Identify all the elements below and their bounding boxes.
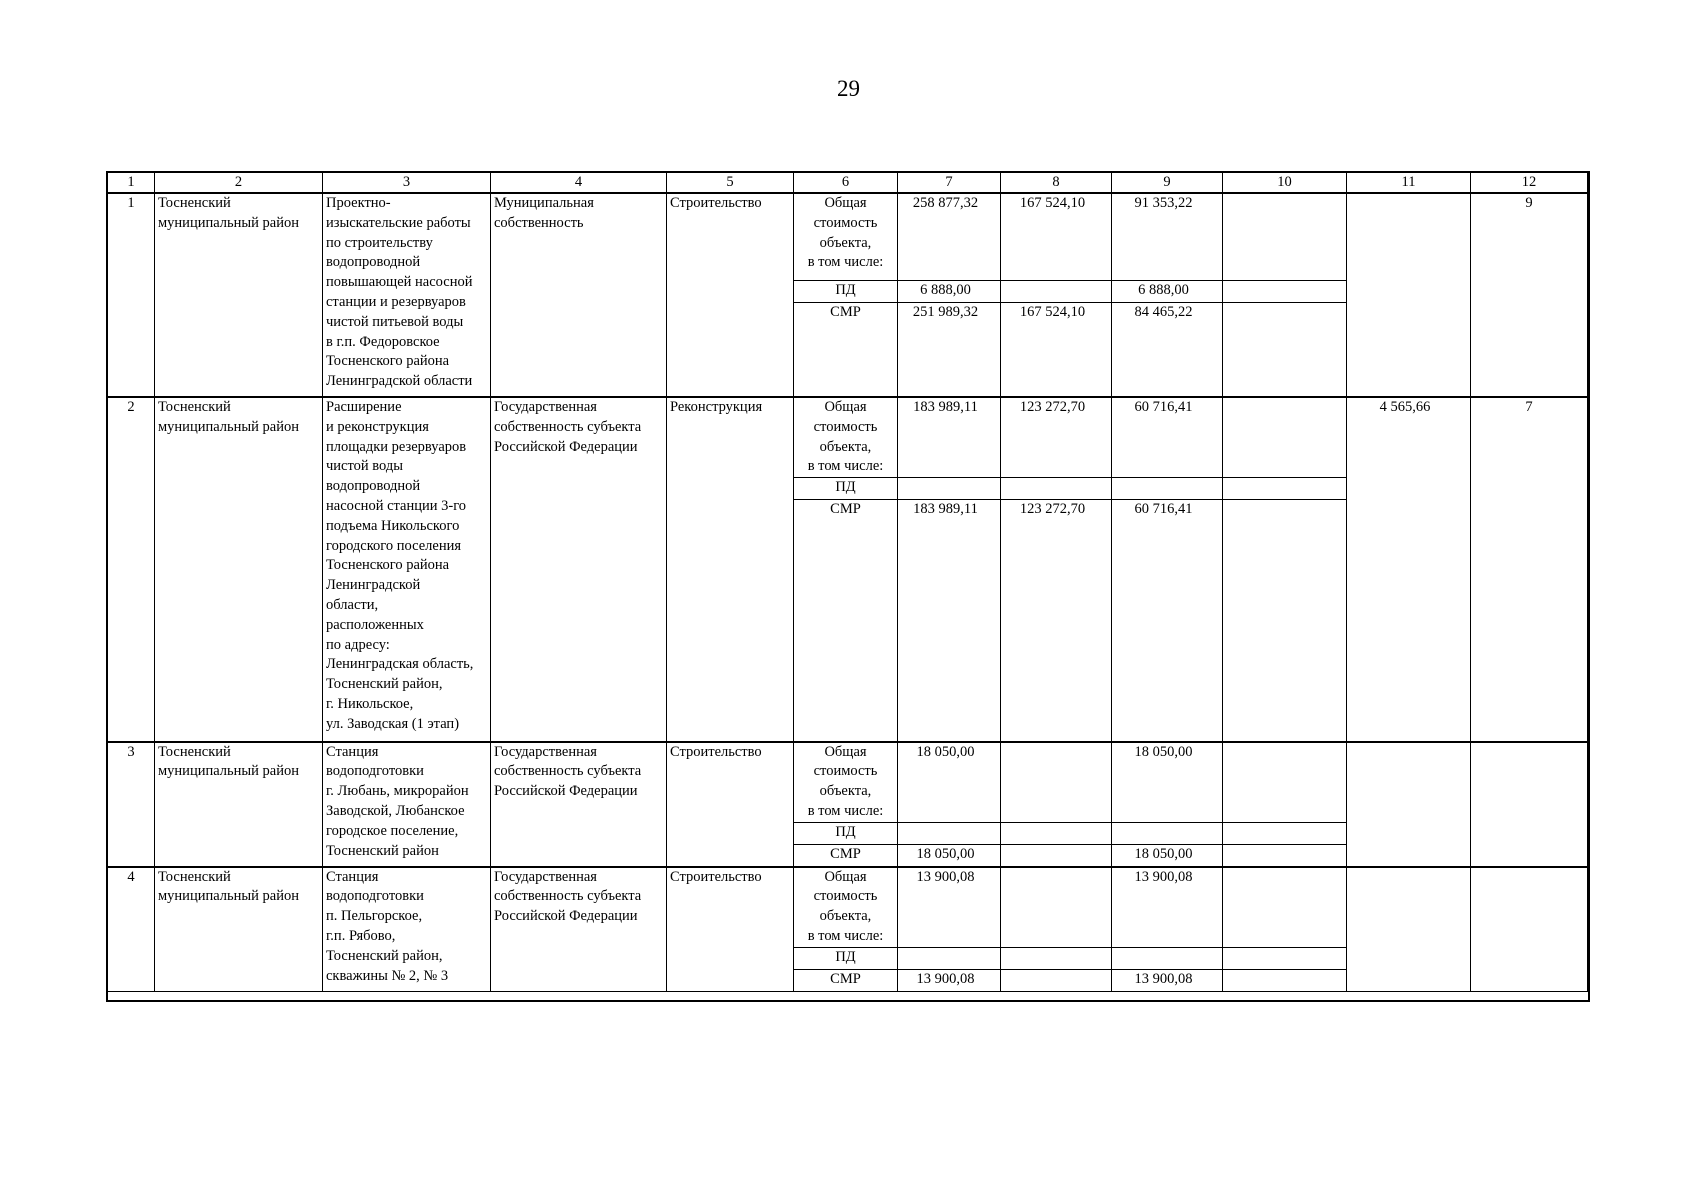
row-number: 2 (108, 397, 155, 742)
smr-cost-col7: 183 989,11 (898, 500, 1001, 742)
pd-label: ПД (794, 948, 898, 970)
total-cost-col7: 18 050,00 (898, 742, 1001, 823)
table-row (108, 742, 1588, 823)
col11-cell (1347, 867, 1471, 992)
district-cell: Тосненский муниципальный район (155, 193, 323, 397)
smr-cost-col9: 84 465,22 (1112, 302, 1223, 397)
pd-cost-col10 (1223, 823, 1347, 845)
total-cost-col9: 13 900,08 (1112, 867, 1223, 948)
column-header: 8 (1001, 173, 1112, 194)
col12-cell: 9 (1471, 193, 1588, 397)
object-name-cell: Проектно- изыскательские работы по строительству водопроводной повышающей насосной станции и резервуаров чистой питьевой воды в г.п. Федоровское Тосненского района Ленинградской области (323, 193, 491, 397)
pd-cost-col7 (898, 478, 1001, 500)
smr-cost-col10 (1223, 500, 1347, 742)
total-cost-col10 (1223, 867, 1347, 948)
col12-cell (1471, 742, 1588, 867)
column-header: 10 (1223, 173, 1347, 194)
work-type-cell: Реконструкция (667, 397, 794, 742)
col12-cell (1471, 867, 1588, 992)
smr-label: СМР (794, 970, 898, 992)
column-header: 1 (108, 173, 155, 194)
pd-cost-col10 (1223, 280, 1347, 302)
pd-cost-col7 (898, 948, 1001, 970)
row-number: 1 (108, 193, 155, 397)
column-header: 9 (1112, 173, 1223, 194)
object-name-cell: Расширение и реконструкция площадки резервуаров чистой воды водопроводной насосной станции 3-го подъема Никольского городского поселения Тосненского района Ленинградской области, расположенных по адресу: Ленинградская область, Тосненский район, г. Никольское, ул. Заводская (1 этап) (323, 397, 491, 742)
smr-cost-col10 (1223, 302, 1347, 397)
column-header: 5 (667, 173, 794, 194)
investment-objects-table (107, 172, 1588, 992)
pd-cost-col8 (1001, 823, 1112, 845)
smr-cost-col7: 251 989,32 (898, 302, 1001, 397)
cost-breakdown-label: Общая стоимость объекта, в том числе: (794, 193, 898, 280)
smr-cost-col7: 13 900,08 (898, 970, 1001, 992)
cost-breakdown-label: Общая стоимость объекта, в том числе: (794, 867, 898, 948)
total-cost-col8: 167 524,10 (1001, 193, 1112, 280)
smr-cost-col9: 18 050,00 (1112, 845, 1223, 867)
cost-breakdown-label: Общая стоимость объекта, в том числе: (794, 397, 898, 478)
object-name-cell: Станция водоподготовки п. Пельгорское, г.п. Рябово, Тосненский район, скважины № 2, № 3 (323, 867, 491, 992)
total-cost-col8 (1001, 867, 1112, 948)
total-cost-col10 (1223, 742, 1347, 823)
smr-cost-col8: 167 524,10 (1001, 302, 1112, 397)
column-header: 7 (898, 173, 1001, 194)
total-cost-col8 (1001, 742, 1112, 823)
pd-cost-col10 (1223, 478, 1347, 500)
table-body (108, 173, 1588, 992)
district-cell: Тосненский муниципальный район (155, 742, 323, 867)
col11-cell (1347, 193, 1471, 397)
pd-cost-col7 (898, 823, 1001, 845)
work-type-cell: Строительство (667, 742, 794, 867)
total-cost-col7: 258 877,32 (898, 193, 1001, 280)
pd-cost-col8 (1001, 948, 1112, 970)
table-row (108, 867, 1588, 948)
ownership-cell: Муниципальная собственность (491, 193, 667, 397)
column-header: 6 (794, 173, 898, 194)
col11-cell: 4 565,66 (1347, 397, 1471, 742)
total-cost-col7: 13 900,08 (898, 867, 1001, 948)
smr-label: СМР (794, 845, 898, 867)
object-name-cell: Станция водоподготовки г. Любань, микрорайон Заводской, Любанское городское поселение, Тосненский район (323, 742, 491, 867)
district-cell: Тосненский муниципальный район (155, 867, 323, 992)
total-cost-col10 (1223, 193, 1347, 280)
total-cost-col8: 123 272,70 (1001, 397, 1112, 478)
column-header: 11 (1347, 173, 1471, 194)
pd-cost-col7: 6 888,00 (898, 280, 1001, 302)
cost-breakdown-label: Общая стоимость объекта, в том числе: (794, 742, 898, 823)
smr-label: СМР (794, 500, 898, 742)
work-type-cell: Строительство (667, 193, 794, 397)
pd-cost-col10 (1223, 948, 1347, 970)
pd-cost-col9: 6 888,00 (1112, 280, 1223, 302)
smr-cost-col7: 18 050,00 (898, 845, 1001, 867)
smr-cost-col10 (1223, 970, 1347, 992)
smr-cost-col9: 13 900,08 (1112, 970, 1223, 992)
column-header: 12 (1471, 173, 1588, 194)
table-row (108, 397, 1588, 478)
total-cost-col7: 183 989,11 (898, 397, 1001, 478)
pd-cost-col8 (1001, 280, 1112, 302)
ownership-cell: Государственная собственность субъекта Российской Федерации (491, 397, 667, 742)
smr-cost-col8 (1001, 845, 1112, 867)
page-number: 29 (837, 76, 860, 101)
pd-label: ПД (794, 823, 898, 845)
col11-cell (1347, 742, 1471, 867)
table-row (108, 193, 1588, 280)
pd-label: ПД (794, 478, 898, 500)
smr-cost-col8: 123 272,70 (1001, 500, 1112, 742)
total-cost-col9: 18 050,00 (1112, 742, 1223, 823)
work-type-cell: Строительство (667, 867, 794, 992)
col12-cell: 7 (1471, 397, 1588, 742)
ownership-cell: Государственная собственность субъекта Российской Федерации (491, 867, 667, 992)
smr-cost-col10 (1223, 845, 1347, 867)
row-number: 3 (108, 742, 155, 867)
smr-label: СМР (794, 302, 898, 397)
total-cost-col9: 91 353,22 (1112, 193, 1223, 280)
smr-cost-col9: 60 716,41 (1112, 500, 1223, 742)
row-number: 4 (108, 867, 155, 992)
total-cost-col10 (1223, 397, 1347, 478)
pd-label: ПД (794, 280, 898, 302)
pd-cost-col9 (1112, 948, 1223, 970)
ownership-cell: Государственная собственность субъекта Российской Федерации (491, 742, 667, 867)
smr-cost-col8 (1001, 970, 1112, 992)
pd-cost-col9 (1112, 478, 1223, 500)
column-header: 2 (155, 173, 323, 194)
column-number-header-row (108, 173, 1588, 194)
district-cell: Тосненский муниципальный район (155, 397, 323, 742)
column-header: 4 (491, 173, 667, 194)
total-cost-col9: 60 716,41 (1112, 397, 1223, 478)
pd-cost-col9 (1112, 823, 1223, 845)
column-header: 3 (323, 173, 491, 194)
pd-cost-col8 (1001, 478, 1112, 500)
